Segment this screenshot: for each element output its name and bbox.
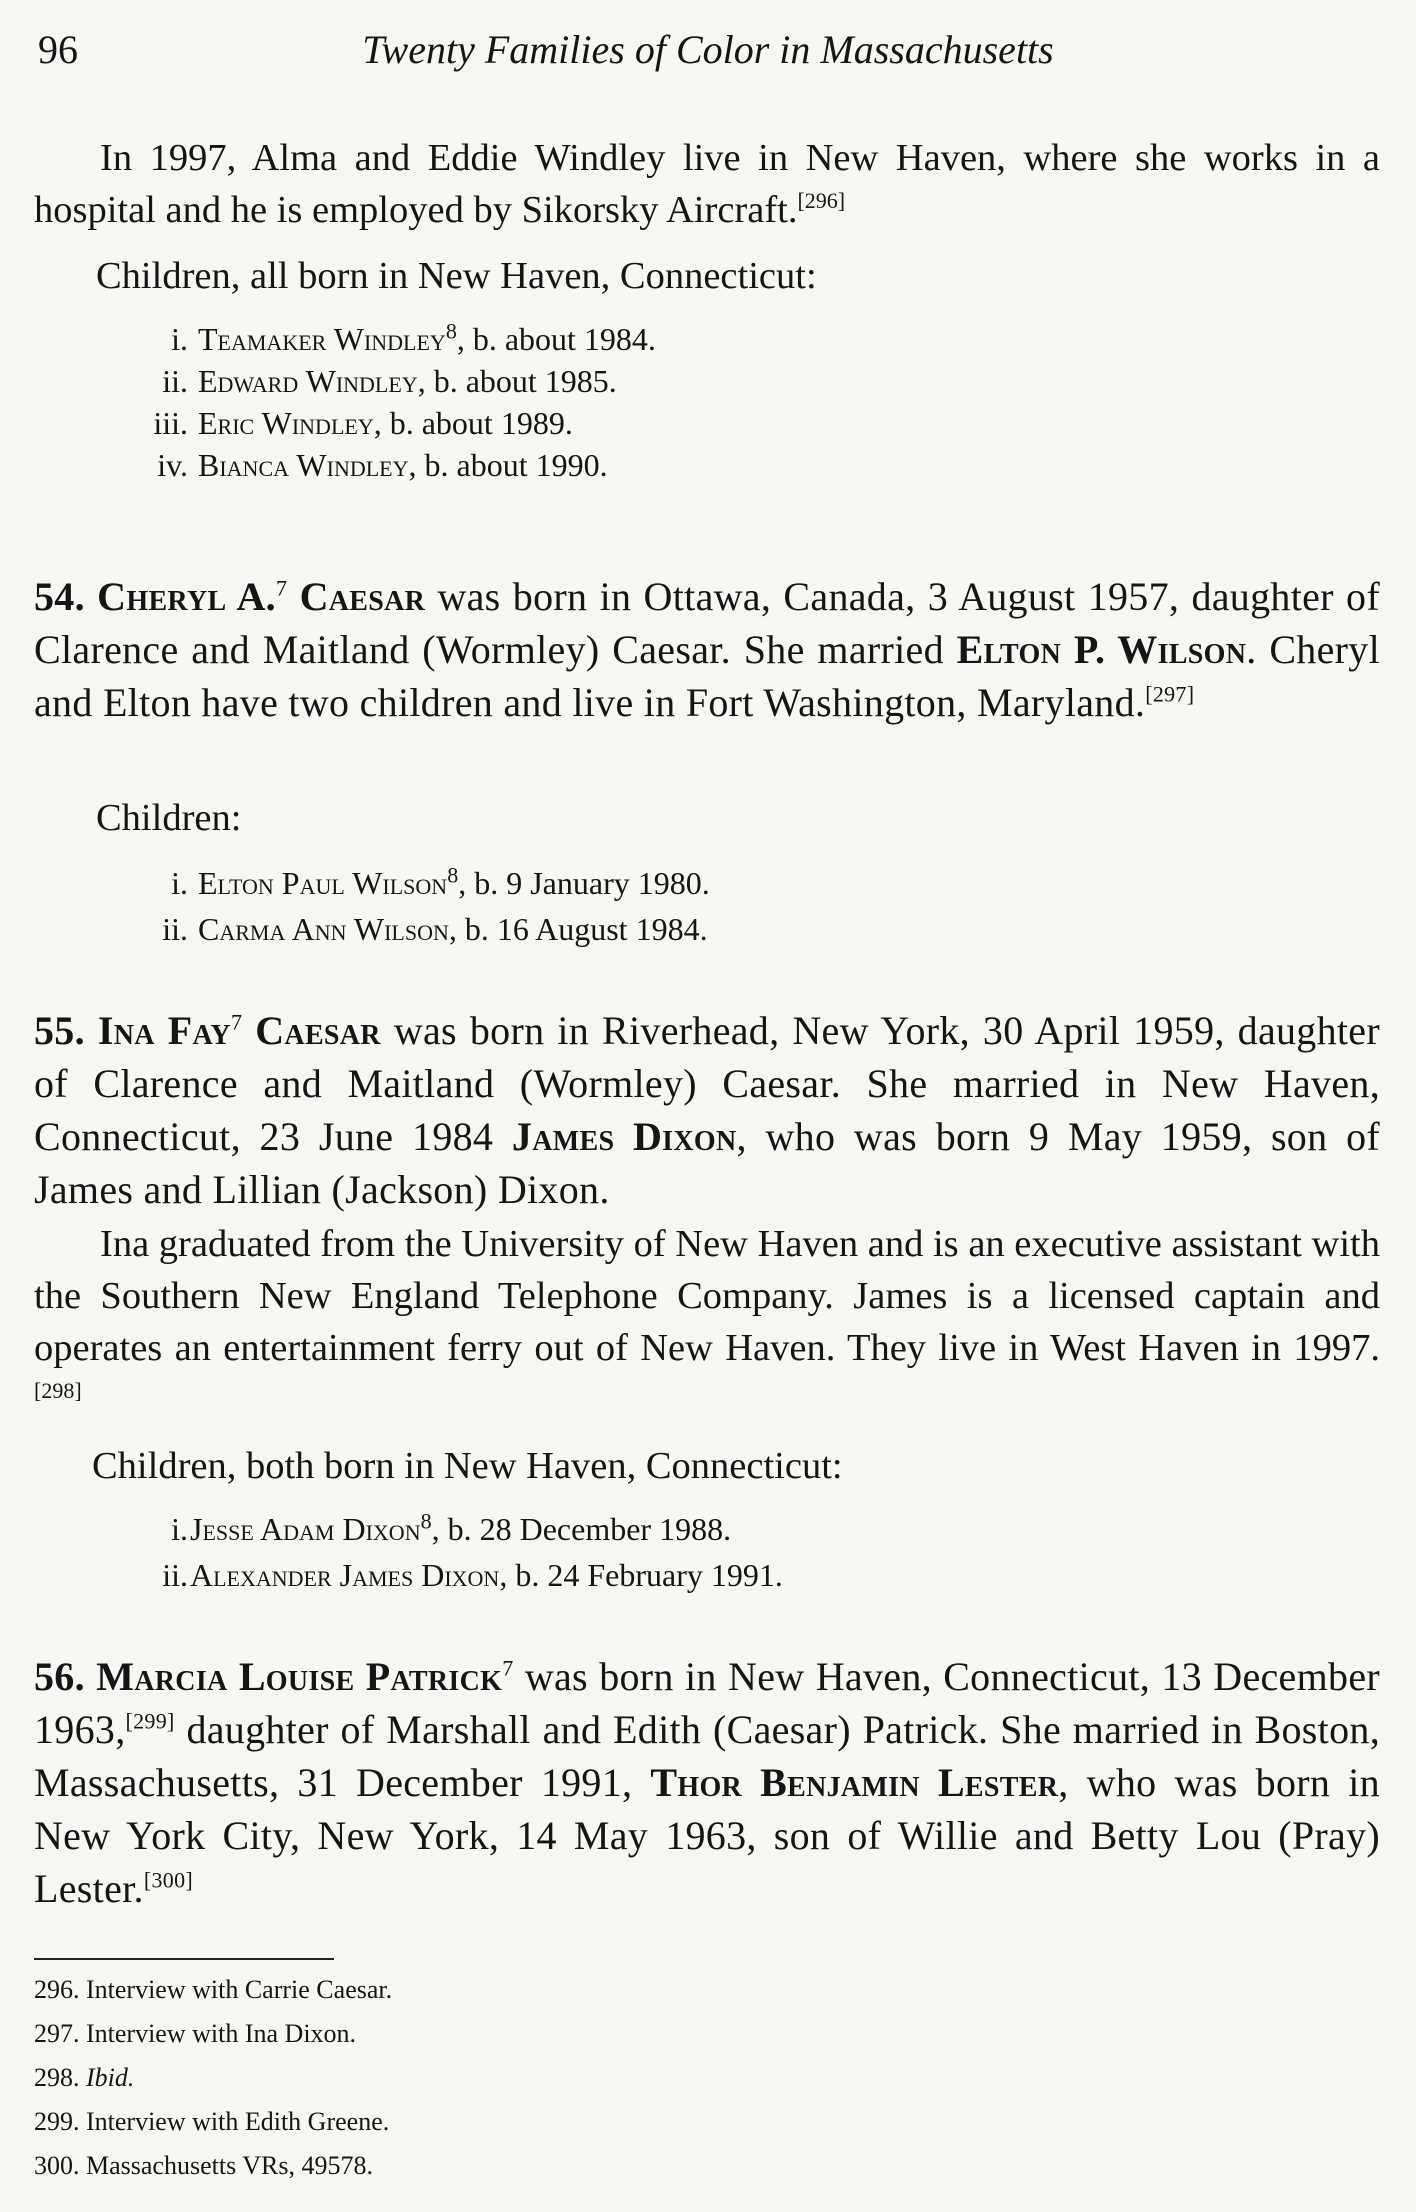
entry-text: . Cheryl and Elton have two children and live in Fort Washington, Maryland. (34, 627, 1380, 725)
list-number: i. (171, 321, 188, 357)
entry-number: 56. (34, 1654, 85, 1699)
footnote-text: Interview with Edith Greene. (86, 2107, 390, 2136)
entry-text: , who was born in New York City, New York, 14 May 1963, son of Willie and Betty Lou (Pray) Lester. (34, 1760, 1380, 1911)
entry-56 (34, 1650, 1380, 1915)
child-name: Carma Ann Wilson (198, 911, 449, 947)
entry-text: was born in Ottawa, Canada, 3 August 1957, daughter of Clarence and Maitland (Wormley) Caesar. She married (34, 574, 1380, 672)
child-entry (190, 1554, 783, 1596)
entry-54-children-list (34, 862, 1380, 954)
child-entry (198, 862, 710, 904)
entry-number: 54. (34, 574, 85, 619)
list-number: i. (171, 865, 188, 901)
list-item (34, 402, 1380, 444)
windley-children-intro-block (34, 250, 1380, 302)
child-birth: , b. about 1990. (408, 447, 608, 483)
child-birth: , b. 24 February 1991. (499, 1557, 783, 1593)
list-number: ii. (162, 911, 188, 947)
list-item (34, 444, 1380, 486)
child-name: Elton Paul Wilson (198, 865, 448, 901)
list-item (34, 360, 1380, 402)
children-intro: Children, all born in New Haven, Connecticut: (96, 255, 817, 297)
running-title: Twenty Families of Color in Massachusetts (362, 27, 1054, 72)
list-number: iv. (157, 447, 188, 483)
generation-number: 8 (420, 1508, 432, 1534)
child-entry (190, 1508, 731, 1550)
child-entry (198, 908, 708, 950)
entry-56-paragraph (34, 1650, 1380, 1915)
list-item (34, 318, 1380, 360)
entry-55 (34, 1004, 1380, 1426)
person-name: Marcia Louise Patrick (96, 1654, 503, 1699)
list-item (34, 1508, 1380, 1554)
footnote-ref: [300] (143, 1867, 193, 1893)
page-header (38, 26, 1378, 86)
spouse-name: Thor Benjamin Lester (650, 1760, 1059, 1805)
entry-54-paragraph (34, 570, 1380, 729)
entry-text: daughter of Marshall and Edith (Caesar) Patrick. She married in Boston, Massachusetts, 31 December 1991, (34, 1707, 1380, 1805)
list-item (34, 862, 1380, 908)
footnote-number: 298. (34, 2063, 80, 2092)
person-surname: Caesar (299, 574, 426, 619)
intro-paragraph (34, 132, 1380, 236)
entry-text: was born in Riverhead, New York, 30 April 1959, daughter of Clarence and Maitland (Wormley) Caesar. She married in New Haven, Connecticut, 23 June 1984 (34, 1008, 1380, 1159)
person-name: Cheryl A. (97, 574, 276, 619)
generation-number: 8 (445, 318, 457, 344)
entry-54 (34, 570, 1380, 729)
intro-paragraph-text: In 1997, Alma and Eddie Windley live in New Haven, where she works in a hospital and he is employed by Sikorsky Aircraft. (34, 137, 1380, 231)
child-name: Edward Windley (198, 363, 418, 399)
entry-text: , who was born 9 May 1959, son of James and Lillian (Jackson) Dixon. (34, 1114, 1381, 1212)
spouse-name: James Dixon (511, 1114, 737, 1159)
footnote (34, 2012, 834, 2056)
footnote-number: 297. (34, 2019, 80, 2048)
child-birth: , b. 28 December 1988. (431, 1511, 732, 1547)
child-entry (198, 402, 573, 444)
list-number: iii. (153, 405, 188, 441)
child-entry (198, 444, 608, 486)
entry-55-children-list (34, 1508, 1380, 1600)
entry-55-paragraph-2 (34, 1218, 1380, 1426)
entry-54-children-intro-block (34, 792, 1380, 844)
list-item (34, 1554, 1380, 1600)
footnote-ref: [299] (125, 1708, 175, 1734)
footnote-text: Interview with Carrie Caesar. (86, 1975, 393, 2004)
footnote-number: 296. (34, 1975, 80, 2004)
footnote-ref: [296] (797, 188, 846, 214)
page-number: 96 (38, 27, 78, 72)
footnote (34, 1968, 834, 2012)
windley-children-list (34, 318, 1380, 486)
child-birth: , b. about 1984. (456, 321, 656, 357)
generation-number: 7 (275, 575, 288, 601)
child-name: Eric Windley (198, 405, 374, 441)
child-name: Alexander James Dixon (190, 1557, 500, 1593)
footnote (34, 2056, 834, 2100)
spouse-name: Elton P. Wilson (956, 627, 1247, 672)
child-entry (198, 318, 656, 360)
footnote-number: 300. (34, 2151, 80, 2180)
footnote (34, 2100, 834, 2144)
child-birth: , b. 16 August 1984. (448, 911, 708, 947)
footnote-text: Interview with Ina Dixon. (86, 2019, 357, 2048)
entry-55-children-intro-block (34, 1440, 1380, 1492)
child-entry (198, 360, 617, 402)
child-birth: , b. about 1989. (373, 405, 573, 441)
footnote (34, 2144, 834, 2188)
child-birth: , b. 9 January 1980. (458, 865, 710, 901)
footnote-number: 299. (34, 2107, 80, 2136)
generation-number: 8 (447, 862, 459, 888)
entry-number: 55. (34, 1008, 85, 1053)
intro-paragraph-block (34, 132, 1380, 236)
entry-text: was born in New Haven, Connecticut, 13 December 1963, (34, 1654, 1380, 1752)
child-name: Jesse Adam Dixon (190, 1511, 421, 1547)
footnote-text: Massachusetts VRs, 49578. (86, 2151, 373, 2180)
footnote-ref: [297] (1145, 681, 1195, 707)
footnote-ref: [298] (34, 1378, 82, 1404)
list-number: ii. (162, 363, 188, 399)
generation-number: 7 (230, 1009, 243, 1035)
footnote-rule (34, 1958, 334, 1960)
children-intro: Children: (96, 797, 242, 839)
child-name: Teamaker Windley (198, 321, 446, 357)
child-name: Bianca Windley (198, 447, 409, 483)
generation-number: 7 (502, 1655, 514, 1681)
footnote-text: Ibid. (86, 2063, 135, 2092)
child-birth: , b. about 1985. (417, 363, 617, 399)
children-intro: Children, both born in New Haven, Connecticut: (92, 1445, 843, 1487)
list-item (34, 908, 1380, 954)
list-number: ii. (162, 1557, 188, 1593)
person-name: Ina Fay (97, 1008, 231, 1053)
footnotes (34, 1968, 834, 2188)
list-number: i. (171, 1511, 188, 1547)
person-surname: Caesar (255, 1008, 381, 1053)
entry-55-paragraph (34, 1004, 1380, 1216)
entry-text: Ina graduated from the University of New Haven and is an executive assistant with the Southern New England Telephone Company. James is a licensed captain and operates an entertainment ferry out of New Haven. They live in West Haven in 1997. (34, 1223, 1380, 1369)
